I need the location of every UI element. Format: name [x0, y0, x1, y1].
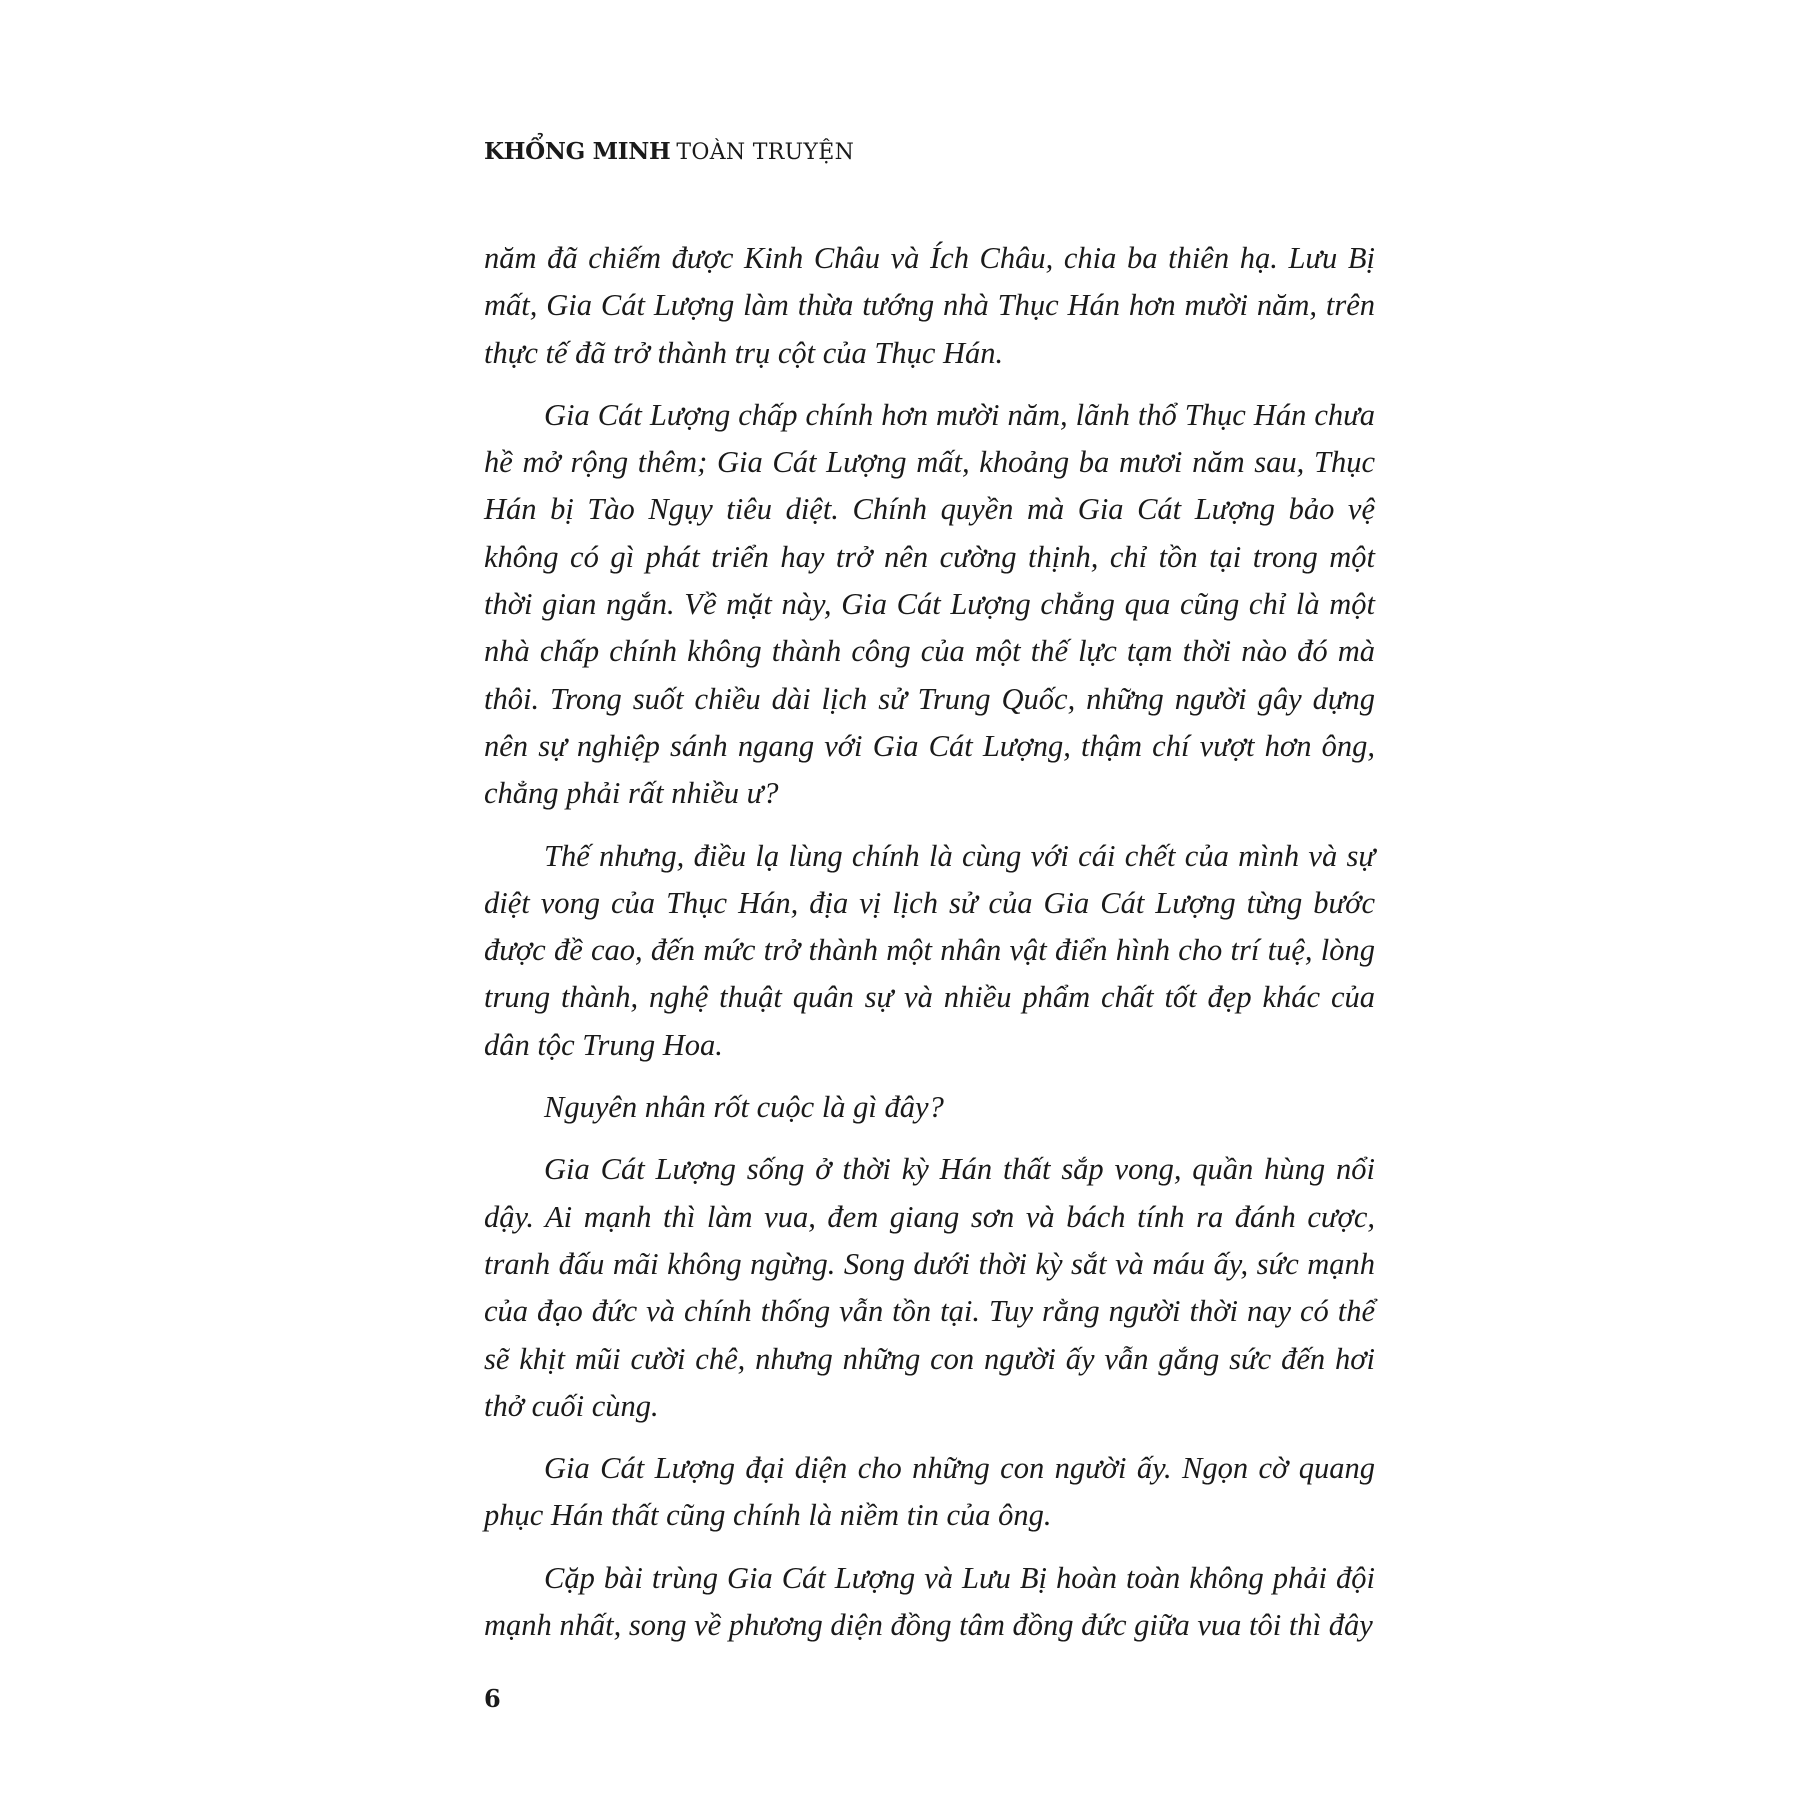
paragraph-3: Thế nhưng, điều lạ lùng chính là cùng với cái chết của mình và sự diệt vong của Thục Hán, địa vị lịch sử của Gia Cát Lượng từng bước được đề cao, đến mức trở thành một nhân vật điển hình cho trí tuệ, lòng trung thành, nghệ thuật quân sự và nhiều phẩm chất tốt đẹp khác của dân tộc Trung Hoa.: [484, 838, 1375, 1062]
paragraph-6: Gia Cát Lượng đại diện cho những con người ấy. Ngọn cờ quang phục Hán thất cũng chính là niềm tin của ông.: [484, 1451, 1375, 1533]
page-number: 6: [484, 1684, 501, 1713]
body-text: [484, 235, 1375, 1664]
paragraph-2: Gia Cát Lượng chấp chính hơn mười năm, lãnh thổ Thục Hán chưa hề mở rộng thêm; Gia Cát Lượng mất, khoảng ba mươi năm sau, Thục Hán bị Tào Ngụy tiêu diệt. Chính quyền mà Gia Cát Lượng bảo vệ không có gì phát triển hay trở nên cường thịnh, chỉ tồn tại trong một thời gian ngắn. Về mặt này, Gia Cát Lượng chẳng qua cũng chỉ là một nhà chấp chính không thành công của một thế lực tạm thời nào đó mà thôi. Trong suốt chiều dài lịch sử Trung Quốc, những người gây dựng nên sự nghiệp sánh ngang với Gia Cát Lượng, thậm chí vượt hơn ông, chẳng phải rất nhiều ư?: [484, 397, 1375, 811]
paragraph-4: Nguyên nhân rốt cuộc là gì đây?: [544, 1090, 944, 1125]
book-subtitle: TOÀN TRUYỆN: [676, 140, 855, 165]
book-title: KHỔNG MINH: [484, 138, 671, 165]
paragraph-7: Cặp bài trùng Gia Cát Lượng và Lưu Bị hoàn toàn không phải đội mạnh nhất, song về phương diện đồng tâm đồng đức giữa vua tôi thì đây: [484, 1560, 1375, 1643]
paragraph-1: năm đã chiếm được Kinh Châu và Ích Châu, chia ba thiên hạ. Lưu Bị mất, Gia Cát Lượng làm thừa tướng nhà Thục Hán hơn mười năm, trên thực tế đã trở thành trụ cột của Thục Hán.: [484, 241, 1375, 370]
paragraph-5: Gia Cát Lượng sống ở thời kỳ Hán thất sắp vong, quần hùng nổi dậy. Ai mạnh thì làm vua, đem giang sơn và bách tính ra đánh cược, tranh đấu mãi không ngừng. Song dưới thời kỳ sắt và máu ấy, sức mạnh của đạo đức và chính thống vẫn tồn tại. Tuy rằng người thời nay có thể sẽ khịt mũi cười chê, nhưng những con người ấy vẫn gắng sức đến hơi thở cuối cùng.: [484, 1152, 1375, 1423]
running-header: [484, 138, 854, 165]
